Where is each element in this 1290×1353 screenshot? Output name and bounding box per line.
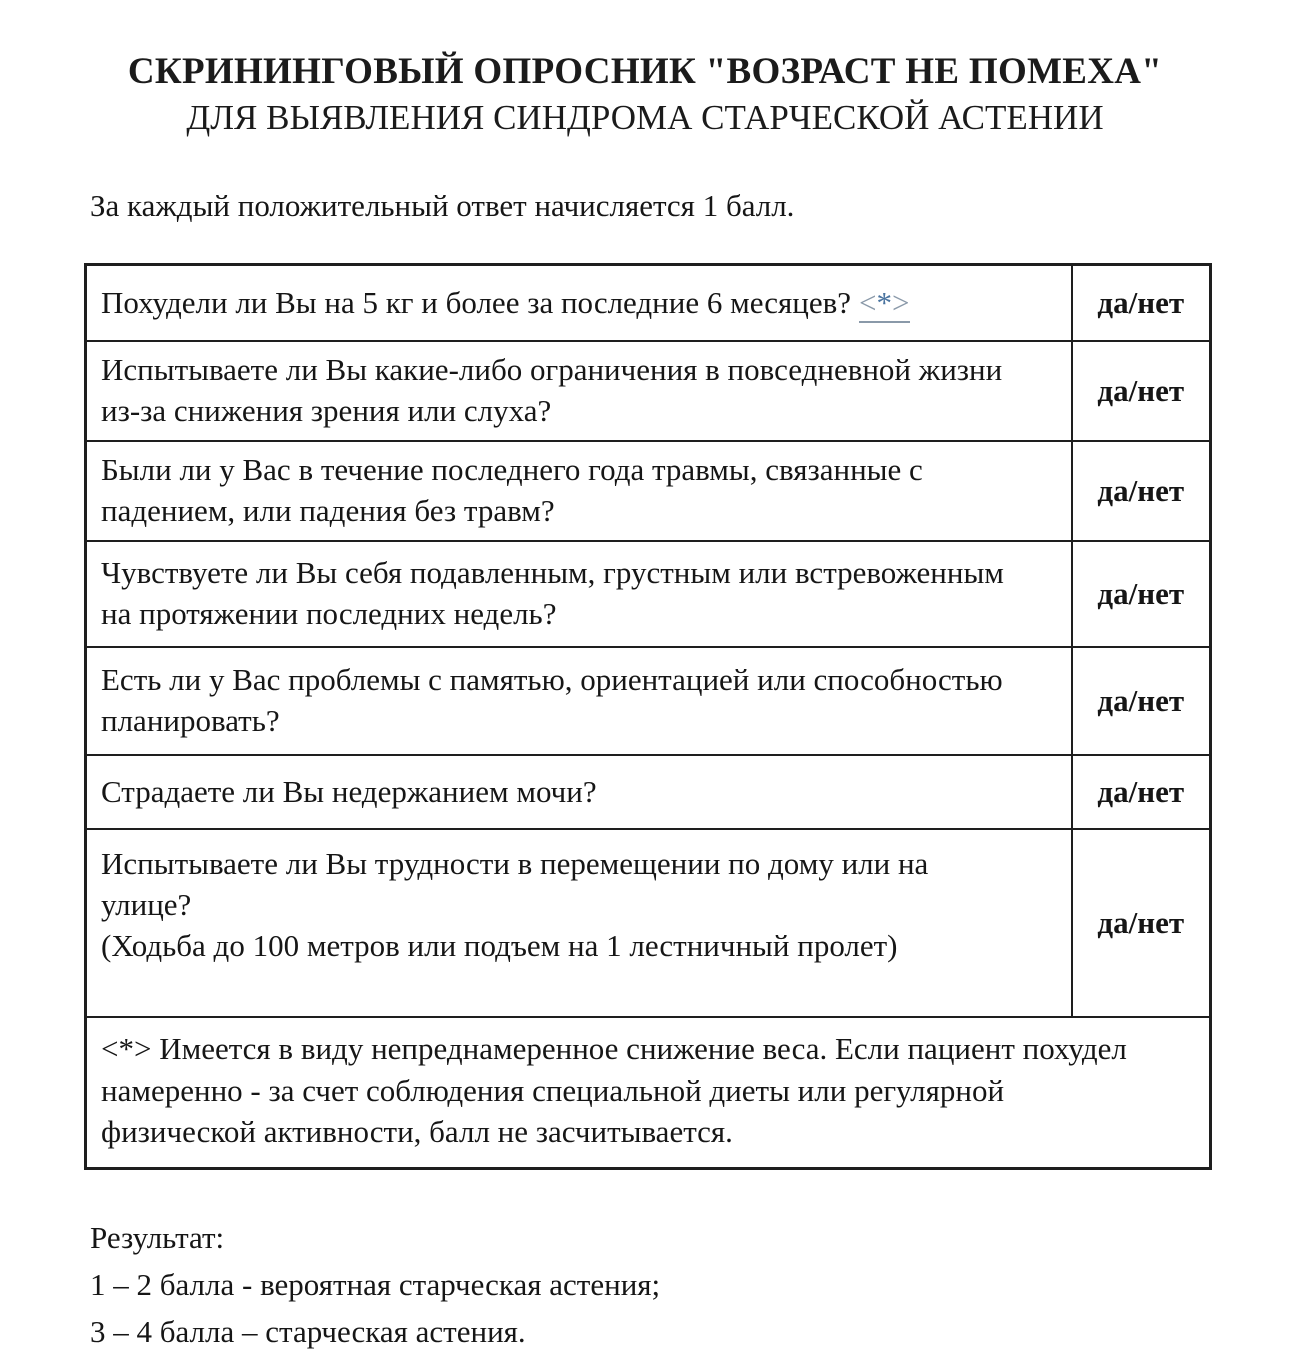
question-row-5 [86,647,1211,755]
answer-cell: да/нет [1072,755,1211,829]
link-open-bracket: < [859,284,877,320]
question-block [101,660,1016,742]
question-cell [86,829,1072,1017]
weight-footnote-link[interactable] [859,285,909,323]
footnote-text: <*> Имеется в виду непреднамеренное снижение веса. Если пациент похудел намеренно - за счет соблюдения специальной диеты или регулярной физической активности, балл не засчитывается. [101,1031,1127,1150]
question-cell [86,755,1072,829]
question-row-3 [86,441,1211,541]
question-cell [86,541,1072,647]
question-block [101,772,1016,813]
question-row-6 [86,755,1211,829]
result-line-2: 3 – 4 балла – старческая астения. [90,1314,526,1350]
question-cell [86,265,1072,342]
link-asterisk: * [876,284,893,320]
question-block [101,283,1016,324]
question-text: Страдаете ли Вы недержанием мочи? [101,773,597,809]
answer-cell: да/нет [1072,341,1211,441]
result-line-1: 1 – 2 балла - вероятная старческая астения; [90,1266,661,1302]
answer-cell: да/нет [1072,265,1211,342]
question-row-2 [86,341,1211,441]
question-block [101,553,1016,635]
question-cell [86,341,1072,441]
page-title: СКРИНИНГОВЫЙ ОПРОСНИК "ВОЗРАСТ НЕ ПОМЕХА" [127,51,1163,92]
answer-cell: да/нет [1072,441,1211,541]
question-text: Похудели ли Вы на 5 кг и более за последние 6 месяцев? [101,284,852,320]
question-text: Чувствуете ли Вы себя подавленным, грустным или встревоженным на протяжении последних недель? [101,555,1004,632]
questionnaire-table [84,263,1212,1169]
question-cell [86,441,1072,541]
question-text: Были ли у Вас в течение последнего года травмы, связанные с падением, или падения без травм? [101,452,923,529]
question-row-1 [86,265,1211,342]
question-block [101,450,1016,532]
question-block [101,350,1016,432]
question-row-4 [86,541,1211,647]
page-subtitle: ДЛЯ ВЫЯВЛЕНИЯ СИНДРОМА СТАРЧЕСКОЙ АСТЕНИИ [186,97,1104,137]
question-text: Испытываете ли Вы трудности в перемещении по дому или на улице? [101,846,929,922]
question-text: Есть ли у Вас проблемы с памятью, ориентацией или способностью планировать? [101,662,1003,739]
question-text: Испытываете ли Вы какие-либо ограничения в повседневной жизни из-за снижения зрения или слуха? [101,352,1003,429]
footnote-row [86,1017,1211,1168]
question-cell [86,647,1072,755]
intro-text: За каждый положительный ответ начисляется 1 балл. [90,187,795,223]
result-heading: Результат: [90,1219,225,1255]
link-close-bracket: > [892,284,910,320]
question-row-7 [86,829,1211,1017]
answer-cell: да/нет [1072,541,1211,647]
footnote-cell [86,1017,1211,1168]
question-note: (Ходьба до 100 метров или подъем на 1 лестничный пролет) [101,927,898,963]
answer-cell: да/нет [1072,647,1211,755]
question-block [101,844,951,967]
answer-cell: да/нет [1072,829,1211,1017]
result-section [90,1218,1210,1353]
